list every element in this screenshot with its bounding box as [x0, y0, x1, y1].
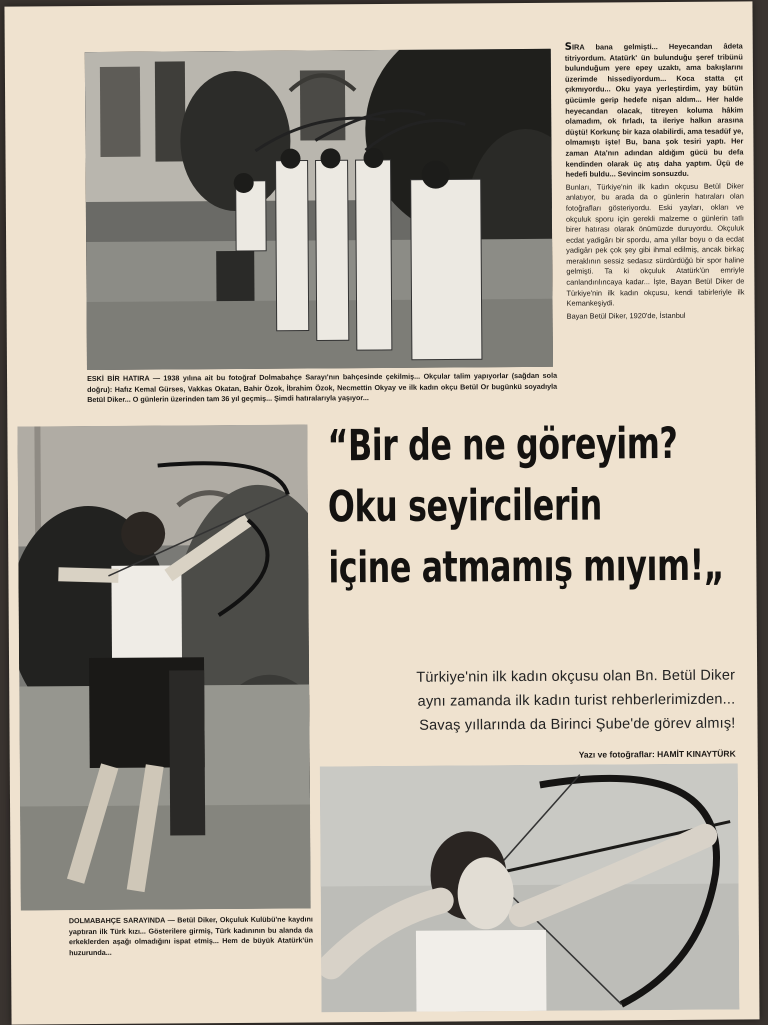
bottom-photo-caption — [69, 914, 313, 958]
body-paragraph: Bunları, Türkiye'nin ilk kadın okçusu Betül Diker anlatıyor, bu arada da o günlerin hatıraları olan fotoğrafları gösteriyordu. Eski yayları, okları ve okçuluk sporu için gerekli malzeme o günlerin tatlı birer hatırası olarak önümüzde duruyordu. Okçuluk ecdat yadigârı bir spordu, ama yıllar boyu o da ecdat yadigârı pek çok şey gibi ihmal edilmiş, ancak birkaç meraklının sessiz sedasız sürdürdüğü bir spor haline gelmişti. Ta ki okçuluk Atatürk'ün emriyle canlandırılıncaya kadar... İşte, Bayan Betül Diker de Türkiye'nin ilk kadın okçusu, kendi tabirleriyle ilk Kemankeşiydi. — [565, 181, 745, 308]
closeup-archer-photo — [320, 764, 740, 1013]
headline-line-1: “Bir de ne göreyim? — [327, 418, 678, 472]
caption-text: — Betül Diker, Okçuluk Kulübü'ne kaydını yaptıran ilk Türk kızı... Gösterilere girmiş, Türk kadınının bu alanda da erkeklerden aşağı olmadığını ispat etmiş... Hem de büyük Atatürk'ün huzurunda... — [68, 914, 314, 957]
narrative-column — [565, 41, 745, 322]
caption-label: DOLMABAHÇE SARAYINDA — [68, 915, 166, 926]
caption-label: ESKİ BİR HATIRA — [87, 373, 150, 384]
headline-line-3: içine atmamış mıyım!„ — [328, 540, 725, 594]
group-archers-photo — [85, 49, 553, 370]
byline — [440, 749, 736, 761]
headline — [327, 414, 725, 599]
headline-line-2: Oku seyircilerin — [327, 480, 602, 533]
byline-label: Yazı ve fotoğraflar: — [578, 749, 655, 760]
drop-letter: S — [564, 41, 572, 53]
magazine-page — [4, 1, 759, 1024]
intro-line-1: Türkiye'nin ilk kadın okçusu olan Bn. Betül Diker — [416, 667, 736, 686]
intro-paragraph — [335, 664, 735, 739]
signature-line: Bayan Betül Diker, 1920'de, İstanbul — [566, 310, 686, 321]
caption-text: — 1938 yılına ait bu fotoğraf Dolmabahçe Sarayı'nın bahçesinde çekilmiş... Okçular talim yapıyorlar (sağdan sola doğru): Hafız Kemal Gürses, Vakkas Okatan, Bahir Özok, İbrahim Özok, Necmettin Okyay ve ilk kadın okçu Betül Or bugünkü soyadıyla Betül Diker... O günlerin üzerinden tam 36 yıl geçmiş... Şimdi hatıralarıyla yaşıyor... — [87, 370, 558, 405]
top-photo-caption — [87, 371, 557, 406]
intro-line-3: Savaş yıllarında da Birinci Şube'de görev almış! — [419, 715, 736, 734]
byline-author: HAMİT KINAYTÜRK — [657, 748, 736, 760]
solo-archer-photo — [17, 425, 310, 911]
intro-line-2: aynı zamanda ilk kadın turist rehberlerimizden... — [417, 691, 736, 710]
lead-paragraph: IRA bana gelmişti... Heyecandan âdeta titriyordum. Atatürk' ün bulunduğu şeref tribünü bulunduğum yere epey uzaktı, ama bakışlarını üzerimde hissediyordum... Koca statta çıt çıkmıyordu... Oku yaya yerleştirdim, yay bütün gücümle gerip hedefe nişan aldım... Her halde heyecandan olacak, titreyen koluma hâkim olamadım, ok fırladı, ta ileriye halkın arasına düştü! Korkunç bir kaza olabilirdi, ama tesadüf ye, olmamıştı işte! Bu, bana şok tesiri yaptı. Her zaman Ata'nın adından aldığım gücü bu defa kendinden olarak üç atış daha yaptım. Üçü de hedefi buldu... Sevincim sonsuzdu. — [564, 41, 744, 179]
